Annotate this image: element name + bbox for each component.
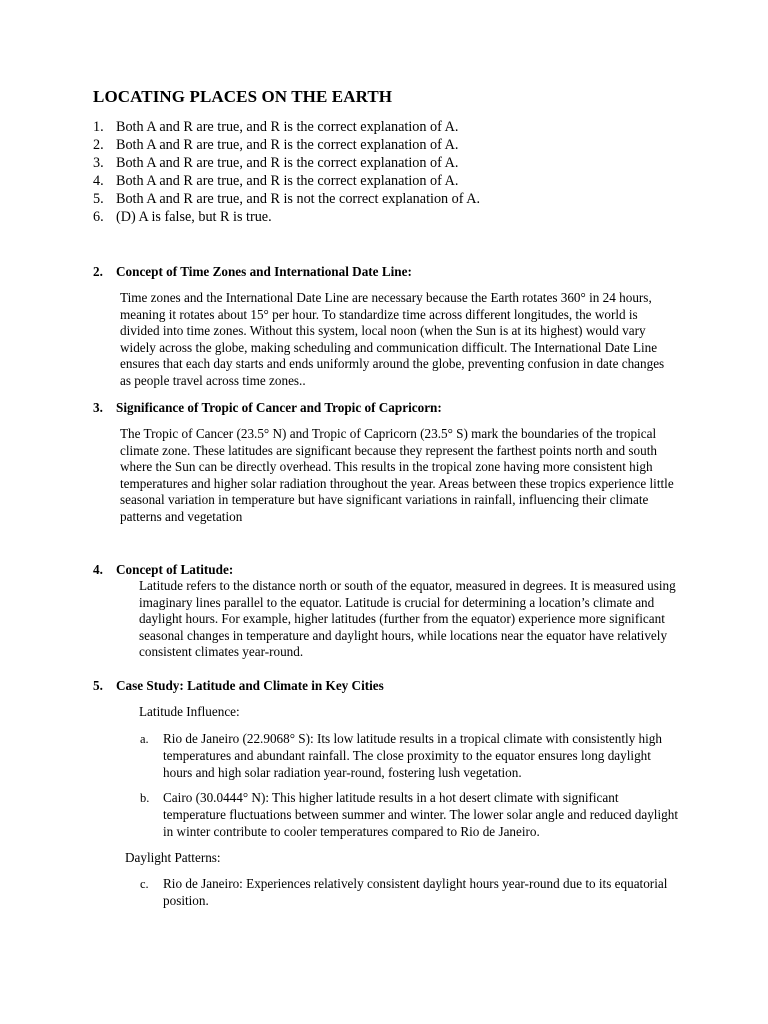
section-number: 4. <box>93 562 103 577</box>
section-heading-case-study <box>93 678 384 694</box>
section-heading-time-zones <box>93 264 412 280</box>
section-title: Concept of Latitude: <box>116 562 234 577</box>
list-item <box>93 172 693 190</box>
list-item <box>93 136 693 154</box>
item-number: 1. <box>93 119 104 135</box>
item-text: Both A and R are true, and R is the correct explanation of A. <box>116 119 459 135</box>
item-text: Cairo (30.0444° N): This higher latitude results in a hot desert climate with significant temperature fluctuations between summer and winter. The lower solar angle and reduced daylight in winter contribute to cooler temperatures compared to Rio de Janeiro. <box>163 790 678 839</box>
item-letter: c. <box>140 877 149 891</box>
list-item <box>140 876 678 910</box>
daylight-patterns-label: Daylight Patterns: <box>125 850 221 865</box>
list-item <box>93 118 693 136</box>
section-body-latitude: Latitude refers to the distance north or south of the equator, measured in degrees. It is measured using imaginary lines parallel to the equator. Latitude is crucial for determining a location’s climate and daylight hours. For example, higher latitudes (further from the equator) experience more significant seasonal changes in temperature and daylight hours, while locations near the equator have relatively consistent climates year-round. <box>139 578 676 659</box>
item-text: Both A and R are true, and R is not the correct explanation of A. <box>116 191 481 207</box>
item-text: Rio de Janeiro (22.9068° S): Its low latitude results in a tropical climate with consistently high temperatures and abundant rainfall. The close proximity to the equator ensures long daylight hours and high solar radiation year-round, fostering lush vegetation. <box>163 731 662 780</box>
answer-list <box>93 118 693 226</box>
list-item <box>93 154 693 172</box>
item-number: 4. <box>93 173 104 189</box>
item-letter: a. <box>140 732 149 746</box>
item-number: 6. <box>93 209 104 225</box>
section-body-time-zones: Time zones and the International Date Line are necessary because the Earth rotates 360° in 24 hours, meaning it rotates about 15° per hour. To standardize time across different longitudes, the world is divided into time zones. Without this system, local noon (when the Sun is at its highest) would vary widely across the globe, making scheduling and communication difficult. The International Date Line ensures that each day starts and ends uniformly around the globe, preventing confusion in date changes as people travel across time zones.. <box>120 290 665 388</box>
item-number: 2. <box>93 137 104 153</box>
page-title: LOCATING PLACES ON THE EARTH <box>93 87 393 106</box>
list-item <box>140 790 678 840</box>
section-title: Significance of Tropic of Cancer and Tropic of Capricorn: <box>116 400 442 415</box>
item-number: 3. <box>93 155 104 171</box>
item-text: Both A and R are true, and R is the correct explanation of A. <box>116 137 459 153</box>
item-letter: b. <box>140 791 150 805</box>
item-text: (D) A is false, but R is true. <box>116 209 272 225</box>
section-title: Case Study: Latitude and Climate in Key Cities <box>116 678 384 693</box>
section-number: 5. <box>93 678 103 693</box>
section-heading-tropics <box>93 400 442 416</box>
section-heading-latitude <box>93 562 233 578</box>
list-item <box>140 731 678 781</box>
section-number: 3. <box>93 400 103 415</box>
item-text: Both A and R are true, and R is the correct explanation of A. <box>116 173 459 189</box>
list-item <box>93 190 693 208</box>
item-text: Both A and R are true, and R is the correct explanation of A. <box>116 155 459 171</box>
section-title: Concept of Time Zones and International Date Line: <box>116 264 412 279</box>
latitude-influence-label: Latitude Influence: <box>139 704 240 719</box>
item-number: 5. <box>93 191 104 207</box>
item-text: Rio de Janeiro: Experiences relatively consistent daylight hours year-round due to its equatorial position. <box>163 876 668 908</box>
section-body-tropics: The Tropic of Cancer (23.5° N) and Tropic of Capricorn (23.5° S) mark the boundaries of the tropical climate zone. These latitudes are significant because they represent the farthest points north and south where the Sun can be directly overhead. This results in the tropical zone having more consistent high temperatures and higher solar radiation throughout the year. Areas between these tropics experience little seasonal variation in temperature but have significant variations in rainfall, influencing their climate patterns and vegetation <box>120 426 674 524</box>
list-item <box>93 208 693 226</box>
section-number: 2. <box>93 264 103 279</box>
